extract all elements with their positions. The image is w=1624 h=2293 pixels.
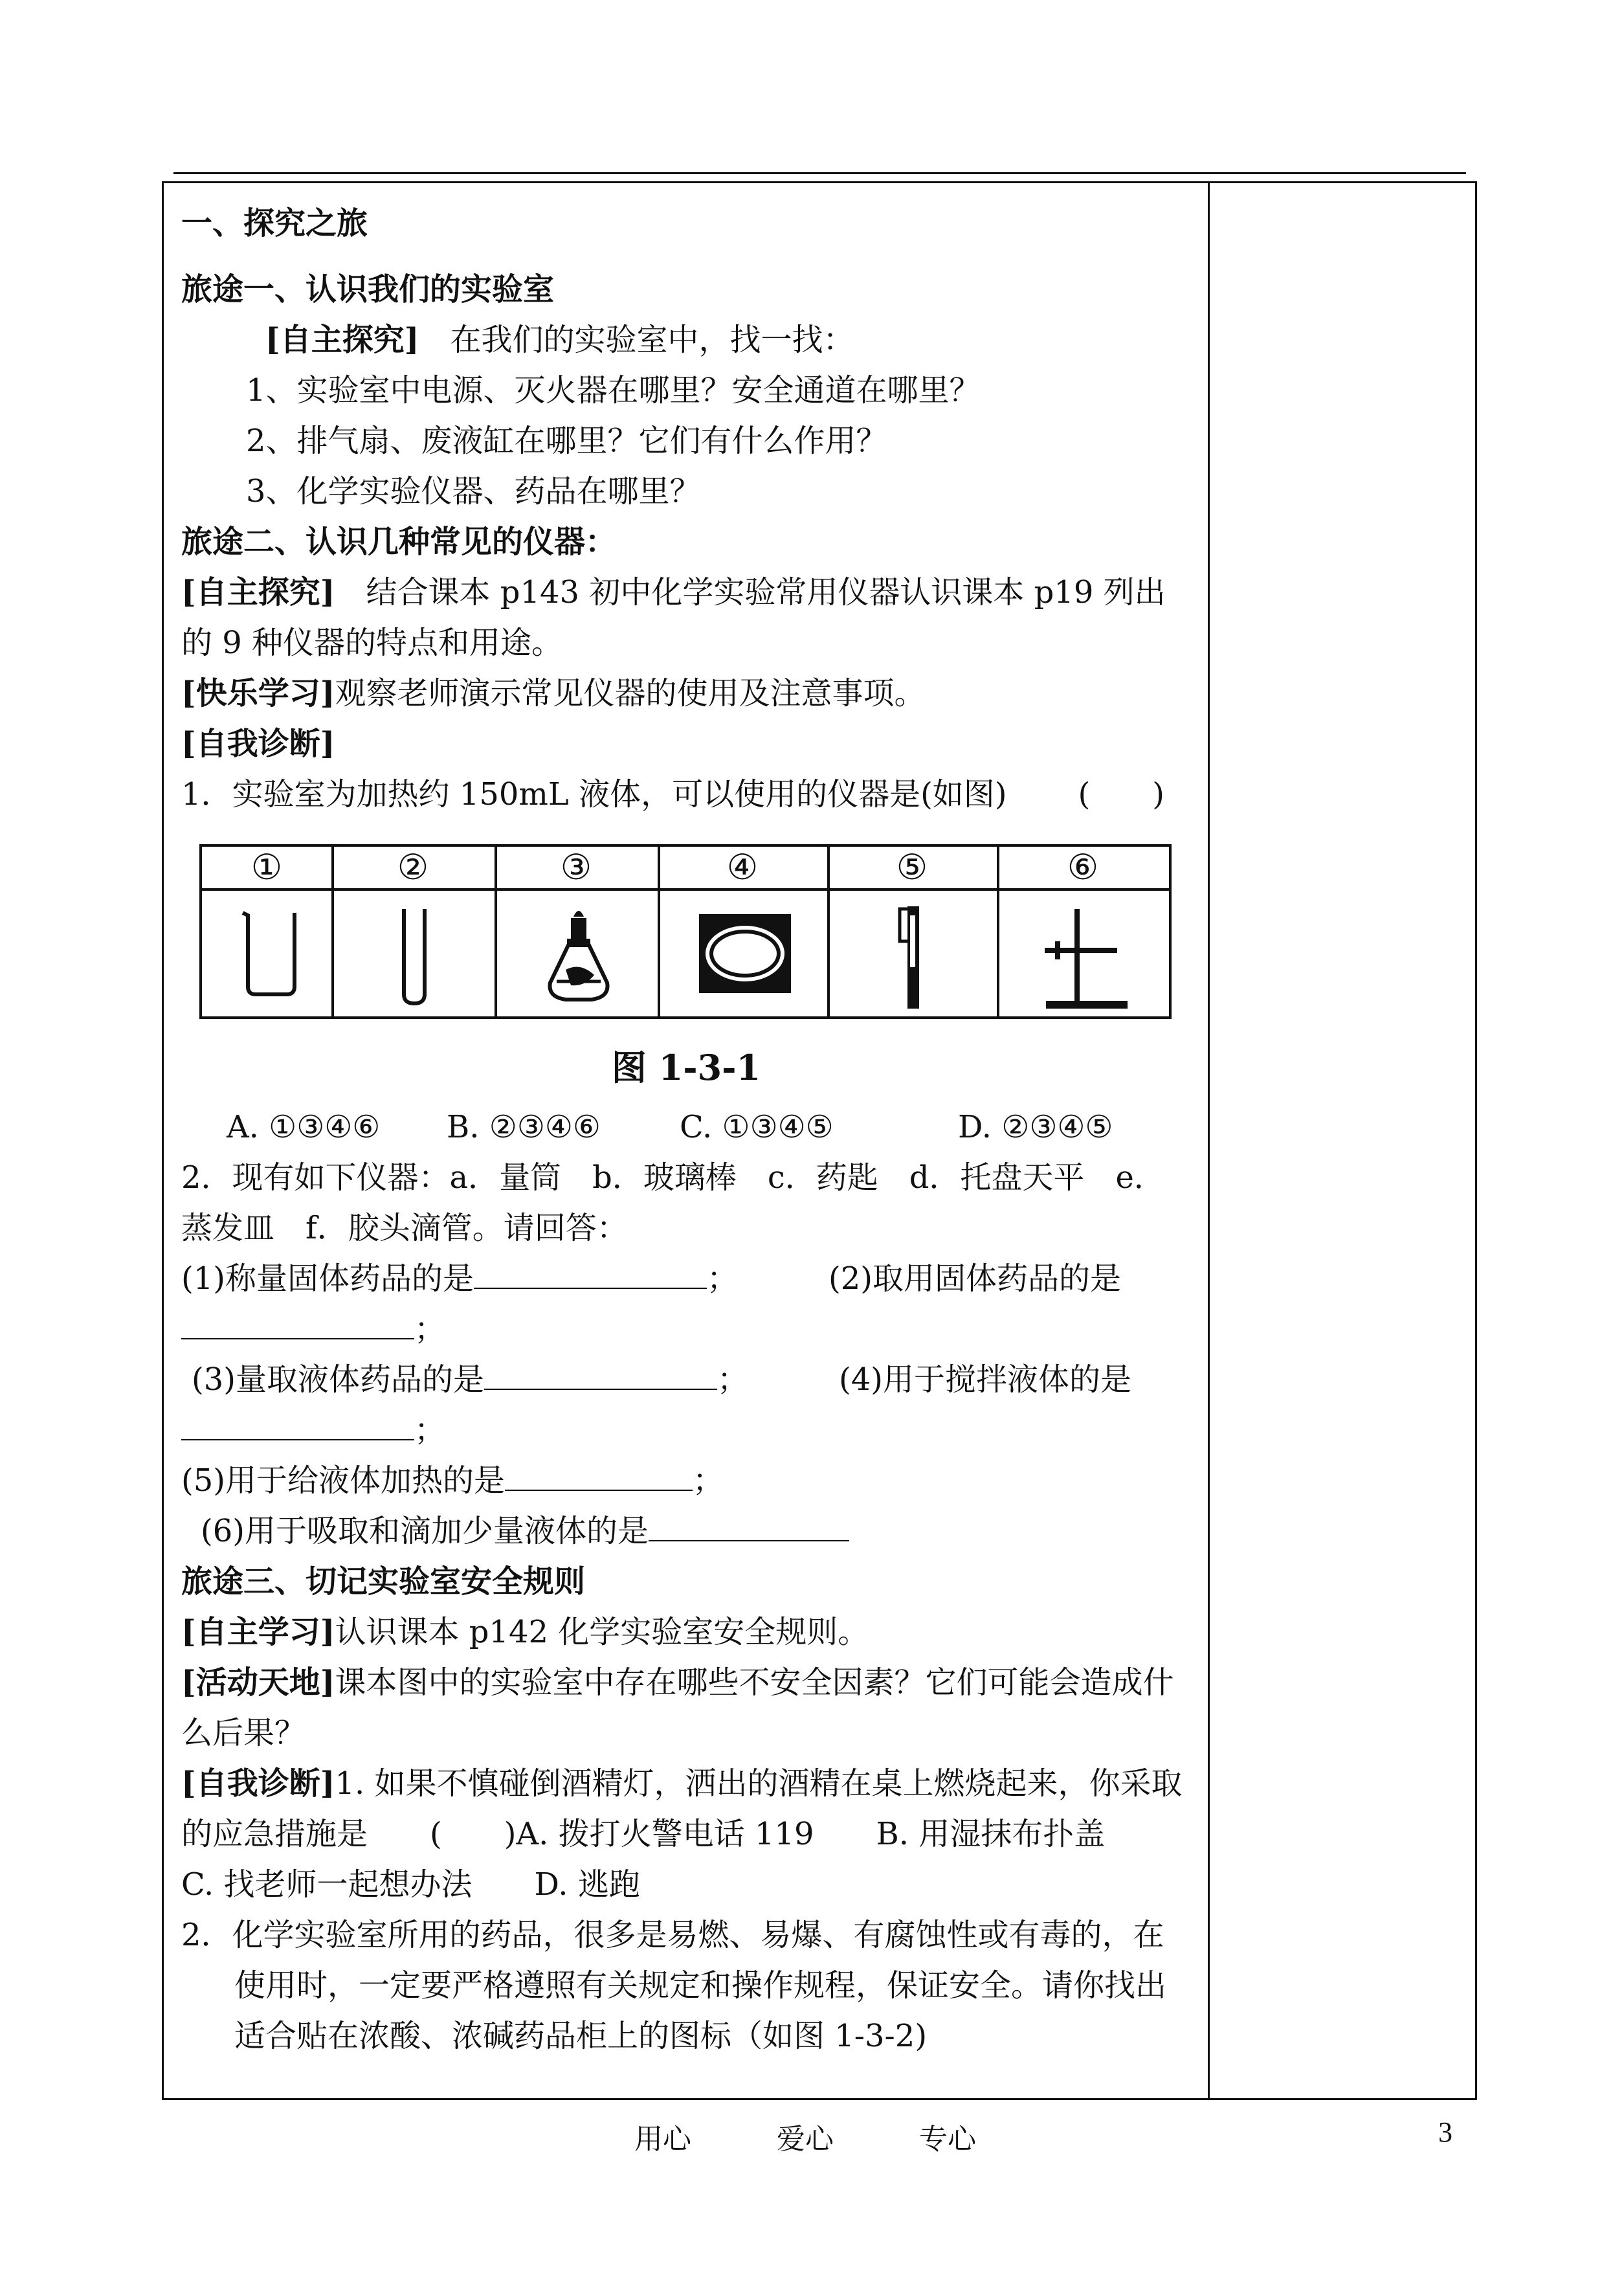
answer-blank[interactable] (505, 1483, 693, 1491)
q2-part-1-2 (181, 1253, 1191, 1304)
header-rule (173, 172, 1466, 174)
answer-blank[interactable] (181, 1332, 414, 1339)
journey3-title: 旅途三、切记实验室安全规则 (181, 1563, 586, 1600)
q2-part-5: (5)用于给液体加热的是 (181, 1462, 505, 1499)
journey1-item-3: 3、化学实验仪器、药品在哪里？ (246, 473, 701, 509)
journey1-item-2: 2、排气扇、废液缸在哪里？它们有什么作用？ (246, 423, 887, 459)
q2-part-5-line (181, 1455, 1191, 1506)
q2-part-4: (4)用于搅拌液体的是 (839, 1361, 1132, 1398)
figure-1-3-1 (199, 844, 1172, 1019)
question-1-options (181, 1102, 1191, 1152)
q2-part-3: (3)量取液体药品的是 (192, 1361, 484, 1398)
punctuation: ； (414, 1412, 446, 1448)
option-d: D. ②③④⑤ (958, 1109, 1113, 1145)
journey1-title: 旅途一、认识我们的实验室 (181, 271, 555, 308)
q2-part-6: (6)用于吸取和滴加少量液体的是 (201, 1513, 649, 1549)
punctuation: ； (707, 1260, 739, 1297)
journey2-title: 旅途二、认识几种常见的仪器： (181, 524, 617, 560)
tag-self-study: [自主学习] (181, 1614, 335, 1650)
alcohol-lamp-icon (540, 902, 617, 1012)
q2-part-2: (2)取用固体药品的是 (829, 1260, 1122, 1297)
question-1 (181, 769, 1191, 820)
asbestos-gauze-icon (696, 912, 794, 996)
figure-number-4: ④ (726, 847, 759, 888)
q2-part-3-4 (181, 1354, 1191, 1405)
tag-self-explore-2: [自主探究] (181, 574, 335, 610)
question-2: 2．现有如下仪器：a．量筒 b．玻璃棒 c．药匙 d．托盘天平 e．蒸发皿 f．胶头滴管。请回答： (181, 1159, 1165, 1246)
journey2-diag-tag: [自我诊断] (181, 726, 335, 762)
journey1-item-1: 1、实验室中电源、灭火器在哪里？安全通道在哪里？ (246, 372, 981, 408)
test-tube-icon (395, 905, 434, 1009)
test-tube-holder-icon (895, 902, 933, 1012)
iron-stand-icon (1041, 905, 1131, 1012)
q2-part-1: (1)称量固体药品的是 (181, 1260, 474, 1297)
journey3-diag-q2: 2．化学实验室所用的药品，很多是易燃、易爆、有腐蚀性或有毒的，在使用时，一定要严格遵照有关规定和操作规程，保证安全。请你找出适合贴在浓酸、浓碱药品柜上的图标（如图 1-3-2) (181, 1917, 1167, 2054)
figure-number-6: ⑥ (1067, 847, 1099, 888)
main-content (181, 194, 1191, 2061)
journey3-diag-q1-text: 1. 如果不慎碰倒酒精灯，洒出的酒精在桌上燃烧起来，你采取的应急措施是 ( )A. 拨打火警电话 119 B. 用湿抹布扑盖 C. 找老师一起想办法 D. 逃跑 (181, 1765, 1183, 1903)
answer-blank[interactable] (649, 1534, 849, 1541)
question-1-paren: ( ) (1078, 776, 1164, 812)
figure-number-3: ③ (560, 847, 592, 888)
journey1-intro-text: 在我们的实验室中，找一找： (450, 322, 854, 358)
figure-number-1: ① (250, 847, 283, 888)
journey2-explore (181, 567, 1191, 668)
answer-blank[interactable] (484, 1382, 717, 1390)
figure-number-5: ⑤ (896, 847, 928, 888)
journey3-activity (181, 1657, 1191, 1758)
option-b: B. ②③④⑥ (447, 1109, 601, 1145)
table-column-divider (1208, 181, 1210, 2100)
q2-part-6-line (181, 1506, 1191, 1556)
punctuation: ； (414, 1311, 446, 1347)
figure-caption: 图 1-3-1 (611, 1047, 761, 1088)
answer-blank[interactable] (474, 1281, 707, 1289)
journey3-activity-text: 课本图中的实验室中存在哪些不安全因素？它们可能会造成什么后果？ (181, 1664, 1174, 1751)
answer-blank[interactable] (181, 1433, 414, 1440)
question-1-text: 1．实验室为加热约 150mL 液体，可以使用的仪器是(如图) (181, 776, 1007, 812)
tag-activity: [活动天地] (181, 1664, 335, 1701)
punctuation: ； (717, 1361, 749, 1398)
section-title: 一、探究之旅 (181, 205, 368, 241)
q2-part-4-blank-line (181, 1405, 1191, 1455)
journey1-intro (181, 315, 1191, 365)
beaker-icon (238, 909, 302, 1000)
journey3-study-text: 认识课本 p142 化学实验室安全规则。 (335, 1614, 869, 1650)
q2-part-2-blank-line (181, 1304, 1191, 1354)
tag-happy-learning: [快乐学习] (181, 675, 335, 711)
journey2-happy-text: 观察老师演示常见仪器的使用及注意事项。 (335, 675, 926, 711)
journey2-explore-text: 结合课本 p143 初中化学实验常用仪器认识课本 p19 列出的 9 种仪器的特点和用途。 (181, 574, 1166, 661)
footer-motto: 用心 爱心 专心 (634, 2123, 976, 2156)
journey2-happy (181, 668, 1191, 719)
option-c: C. ①③④⑤ (680, 1109, 834, 1145)
figure-number-2: ② (397, 847, 429, 888)
option-a: A. ①③④⑥ (227, 1109, 381, 1145)
journey3-study (181, 1607, 1191, 1657)
page-number: 3 (1438, 2116, 1452, 2148)
journey3-diag-q1 (181, 1758, 1191, 1910)
punctuation: ； (693, 1462, 724, 1499)
tag-self-explore: [自主探究] (265, 322, 419, 358)
tag-self-diagnosis: [自我诊断] (181, 1765, 335, 1802)
